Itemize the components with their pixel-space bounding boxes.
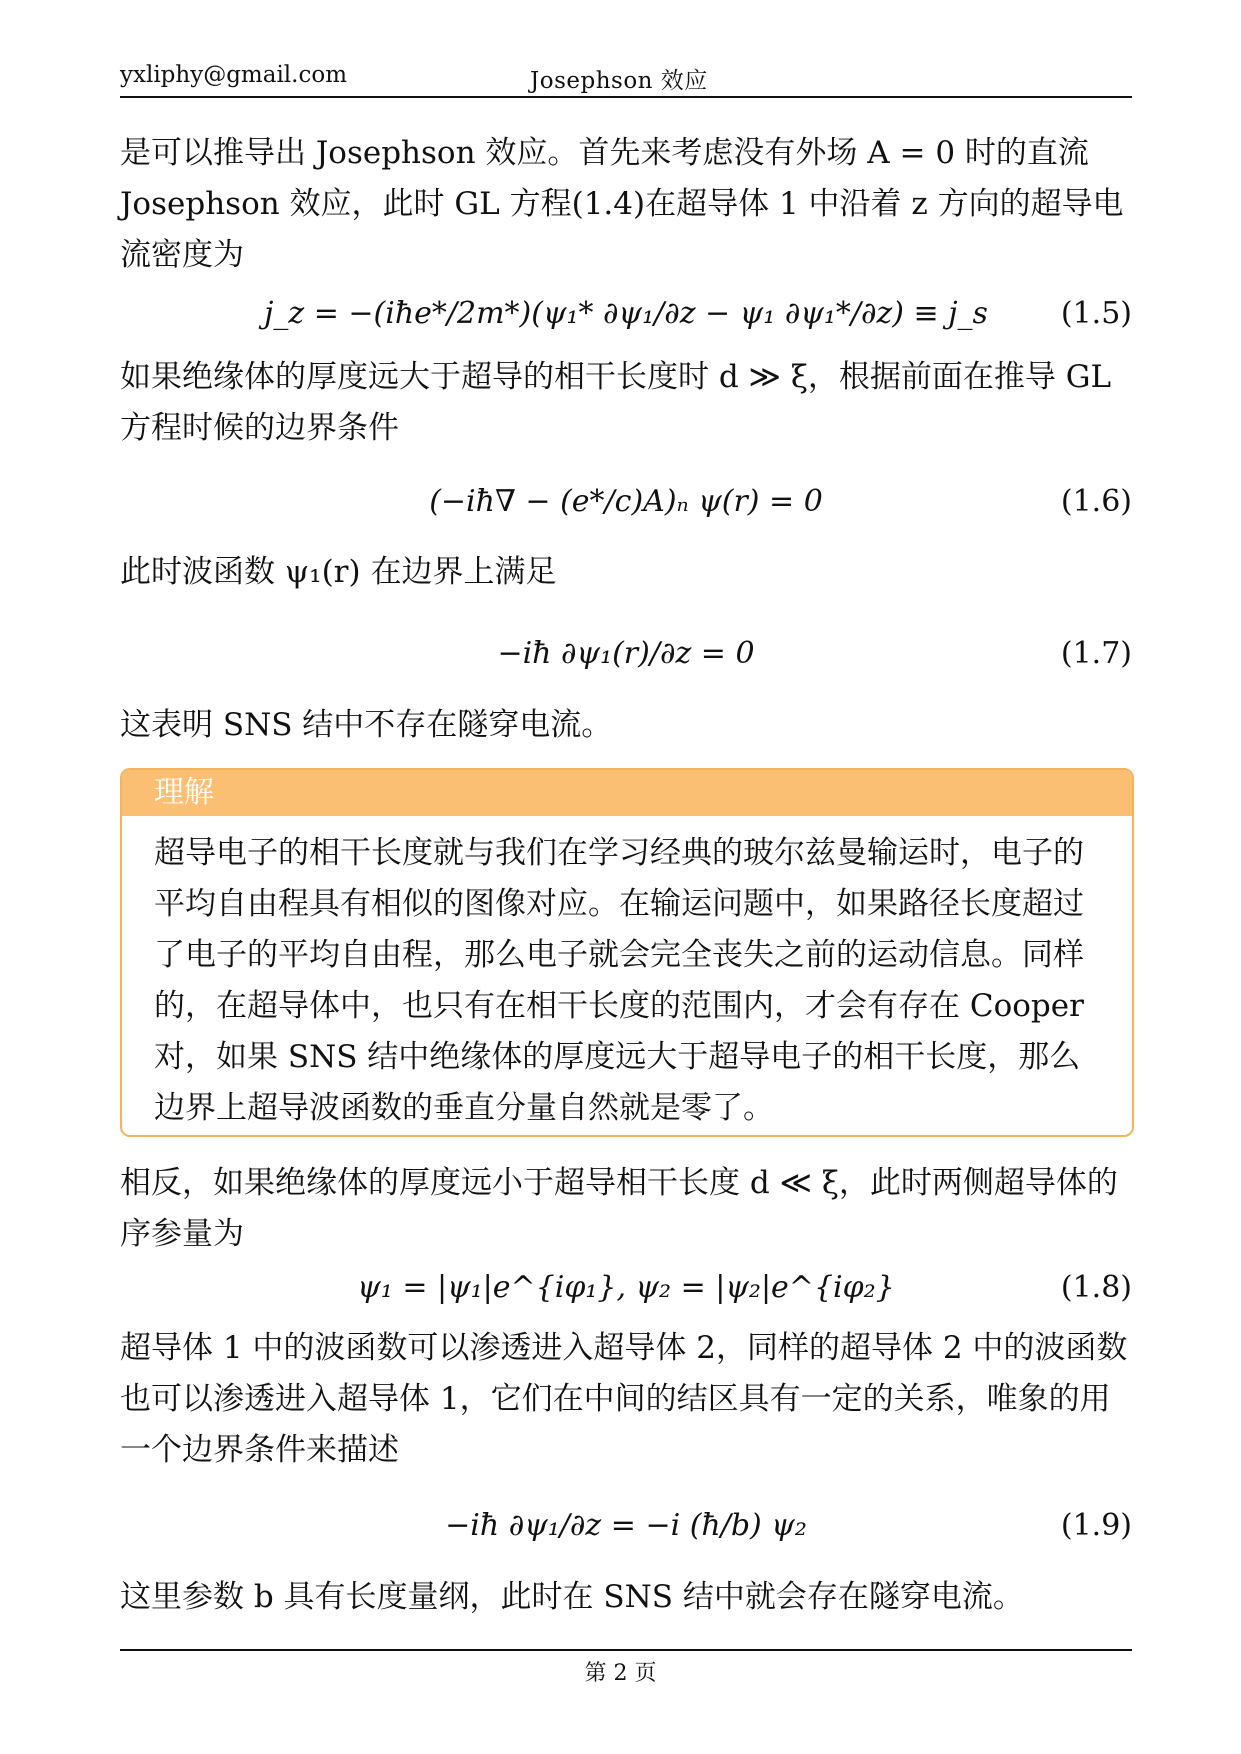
equation-1-8 <box>120 1258 1132 1318</box>
page-header <box>120 62 1132 98</box>
equation-1-6-number: (1.6) <box>1060 484 1132 519</box>
equation-1-8-number: (1.8) <box>1060 1270 1132 1305</box>
paragraph-7: 这里参数 b 具有长度量纲，此时在 SNS 结中就会存在隧穿电流。 <box>120 1579 1024 1615</box>
equation-1-5-number: (1.5) <box>1060 296 1132 331</box>
footer-rule <box>120 1649 1132 1651</box>
equation-1-8-body: ψ₁ = |ψ₁|e^{iφ₁}, ψ₂ = |ψ₂|e^{iφ₂} <box>357 1270 895 1305</box>
paragraph-1: 是可以推导出 Josephson 效应。首先来考虑没有外场 A = 0 时的直流 Josephson 效应，此时 GL 方程(1.4)在超导体 1 中沿着 z 方向的超导电流密度为 <box>120 135 1124 273</box>
header-email: yxliphy@gmail.com <box>120 62 348 88</box>
paragraph-2: 如果绝缘体的厚度远大于超导的相干长度时 d ≫ ξ，根据前面在推导 GL 方程时候的边界条件 <box>120 359 1112 446</box>
paragraph-6: 超导体 1 中的波函数可以渗透进入超导体 2，同样的超导体 2 中的波函数也可以渗透进入超导体 1，它们在中间的结区具有一定的关系，唯象的用一个边界条件来描述 <box>120 1330 1128 1468</box>
page-number: 第 2 页 <box>584 1661 657 1686</box>
equation-1-6 <box>120 472 1132 532</box>
equation-1-6-body: (−iħ∇ − (e*/c)A)ₙ ψ(r) = 0 <box>429 484 823 519</box>
paragraph-5: 相反，如果绝缘体的厚度远小于超导相干长度 d ≪ ξ，此时两侧超导体的序参量为 <box>120 1165 1118 1252</box>
equation-1-9 <box>120 1496 1132 1556</box>
equation-1-7 <box>120 624 1132 684</box>
equation-1-5 <box>120 284 1132 344</box>
equation-1-7-body: −iħ ∂ψ₁(r)/∂z = 0 <box>497 636 755 671</box>
header-title: Josephson 效应 <box>530 68 708 94</box>
paragraph-3: 此时波函数 ψ₁(r) 在边界上满足 <box>120 554 557 590</box>
box-text: 超导电子的相干长度就与我们在学习经典的玻尔兹曼输运时，电子的平均自由程具有相似的图像对应。在输运问题中，如果路径长度超过了电子的平均自由程，那么电子就会完全丧失之前的运动信息。同样的，在超导体中，也只有在相干长度的范围内，才会有存在 Cooper 对，如果 SNS 结中绝缘体的厚度远大于超导电子的相干长度，那么边界上超导波函数的垂直分量自然就是零了。 <box>154 835 1084 1126</box>
box-title: 理解 <box>122 770 1132 816</box>
equation-1-9-number: (1.9) <box>1060 1508 1132 1543</box>
equation-1-9-body: −iħ ∂ψ₁/∂z = −i (ħ/b) ψ₂ <box>445 1508 807 1543</box>
paragraph-4: 这表明 SNS 结中不存在隧穿电流。 <box>120 707 613 743</box>
header-rule <box>120 96 1132 98</box>
understanding-box <box>120 768 1134 1137</box>
equation-1-5-body: j_z = −(iħe*/2m*)(ψ₁* ∂ψ₁/∂z − ψ₁ ∂ψ₁*/∂z) ≡ j_s <box>264 296 988 331</box>
equation-1-7-number: (1.7) <box>1060 636 1132 671</box>
